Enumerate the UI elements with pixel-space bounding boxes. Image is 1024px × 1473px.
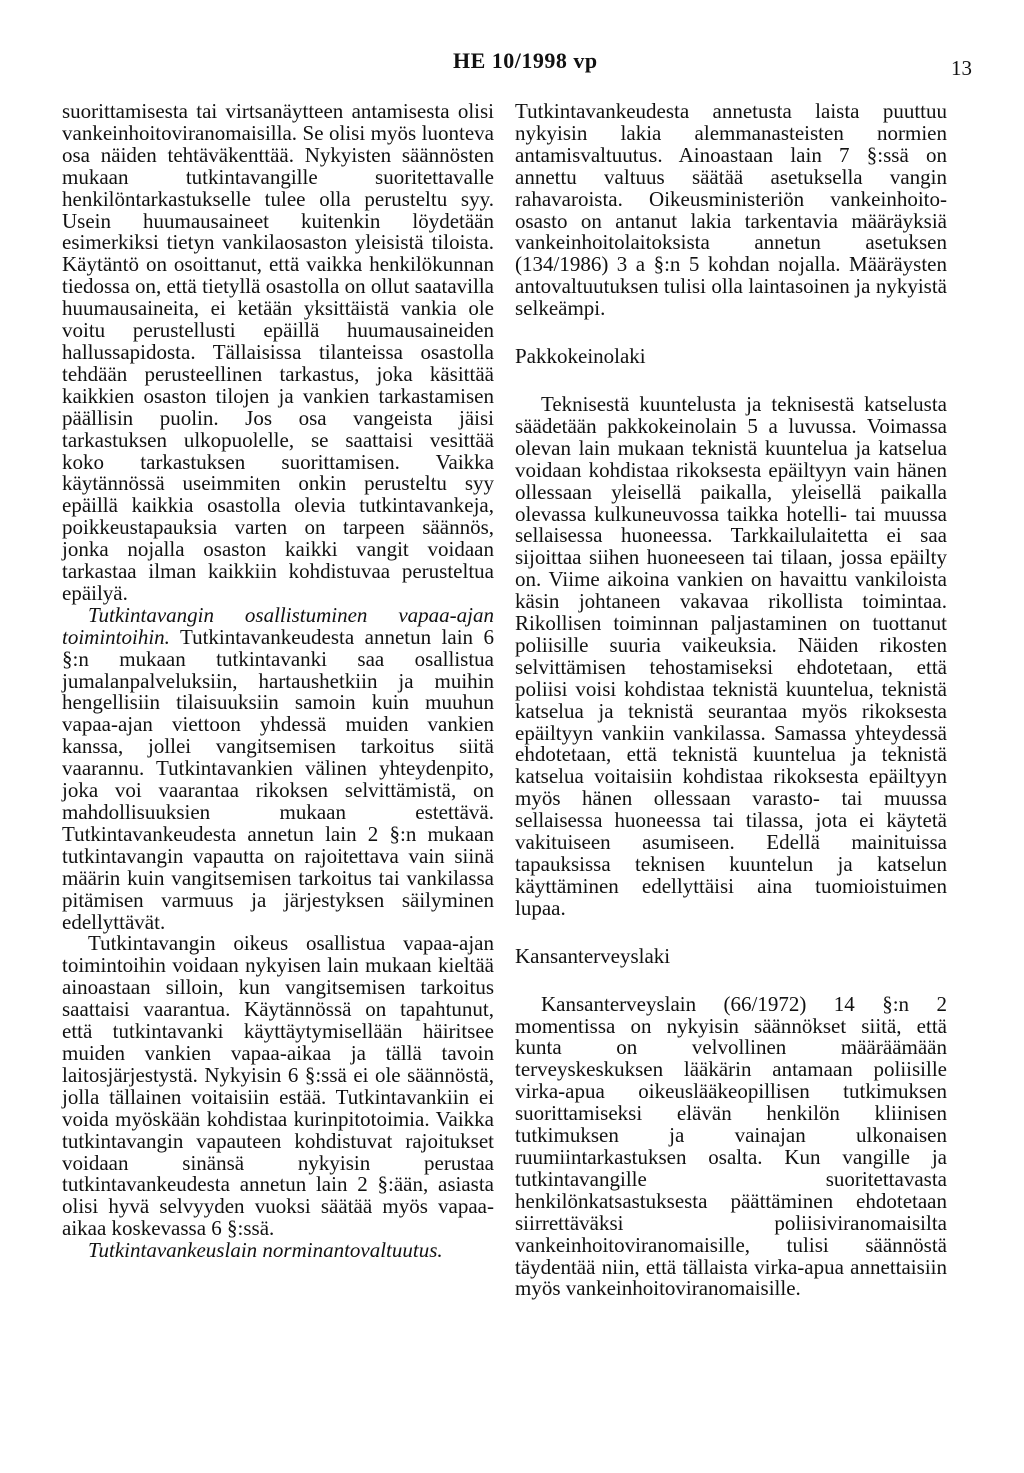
page-header — [0, 48, 1024, 88]
paragraph — [62, 602, 494, 934]
page-number: 13 — [951, 56, 972, 80]
paragraph: Tutkintavangin oikeus osallistua vapaa-ajan toimintoihin voidaan nykyisen lain mukaan kieltää ainoastaan silloin, kun vangitsemisen tarkoitus saattaisi vaarantua. Käytännössä on tapahtunut, että tutkintavanki käyttäytymisellään häiritsee muiden vankien vapaa-aikaa ja tällä tavoin laitosjärjestystä. Nykyisin 6 §:ssä ei ole säännöstä, jolla tällainen voitaisiin estää. Tutkintavankiin ei voida myöskään kohdistaa kurinpitotoimia. Vaikka tutkintavangin vapauteen kohdistuvat rajoitukset voidaan sinänsä nykyisin perustaa tutkintavankeudesta annetun lain 2 §:ään, asiasta olisi hyvä selvyyden vuoksi säätää myös vapaa-aikaa koskevassa 6 §:ssä. — [62, 931, 494, 1241]
run-in-heading: Tutkintavankeuslain norminantovaltuutus. — [88, 1238, 443, 1263]
run-in-heading: Tutkintavangin osallistuminen vapaa-ajan toimintoihin. — [62, 602, 494, 649]
paragraph: suorittamisesta tai virtsanäytteen antamisesta olisi vankeinhoitoviranomaisilla. Se olisi myös luonteva osa näiden tehtäväkenttää. Nykyisten säännösten mukaan tutkintavangille suoritettavalle henkilöntarkastukselle tulee olla perusteltu syy. Usein huumausaineet kuitenkin löydetään esimerkiksi tietyn vankilaosaston yleisistä tiloista. Käytäntö on osoittanut, että vaikka henkilökunnan tiedossa on, että tietyllä osastolla on ollut saatavilla huumausaineita, ei ketään yksittäistä vankia ole voitu perustellusti epäillä huumausaineiden hallussapidosta. Tällaisissa tilanteissa osastolla tehdään perusteellinen tarkastus, joka käsittää kaikkien osaston tilojen ja vankien tarkastamisen päällisin puolin. Jos osa vangeista jäisi tarkastuksen ulkopuolelle, se saattaisi vesittää koko tarkastuksen suorittamisen. Vaikka käytännössä useimmiten onkin perusteltu syy epäillä kaikkia osastolla olevia tutkintavankeja, poikkeustapauksia varten on tarpeen säännös, jonka nojalla osaston kaikki vangit voidaan tarkastaa ilman kaikkiin kohdistuvaa perusteltua epäilyä. — [62, 99, 494, 605]
left-column — [62, 101, 494, 1262]
right-column — [515, 101, 947, 1300]
paragraph: Tutkintavankeudesta annetusta laista puuttuu nykyisin lakia alemmanasteisten normien antamisvaltuutus. Ainoastaan lain 7 §:ssä on annettu valtuus säätää asetuksella vangin rahavaroista. Oikeusministeriön vankeinhoito-osasto on antanut lakia tarkentavia määräyksiä vankeinhoitolaitoksista annetun asetuksen (134/1986) 3 a §:n 5 kohdan nojalla. Määräysten antovaltuutuksen tulisi olla laintasoinen ja nykyistä selkeämpi. — [515, 99, 947, 321]
section-heading: Pakkokeinolaki — [515, 344, 646, 369]
section-heading: Kansanterveyslaki — [515, 943, 671, 968]
document-id: HE 10/1998 vp — [453, 48, 598, 73]
paragraph: Teknisestä kuuntelusta ja teknisestä katselusta säädetään pakkokeinolain 5 a luvussa. Voimassa olevan lain mukaan teknistä kuuntelua ja katselua voidaan kohdistaa rikoksesta epäiltyyn vain hänen ollessaan yleisellä paikalla, yleisellä paikalla olevassa kulkuneuvossa taikka hotelli- tai muussa sellaisessa huoneessa. Tarkkailulaitetta ei saa sijoittaa siihen huoneeseen tai tilaan, jossa epäilty on. Viime aikoina vankien on havaittu vankiloista käsin johtaneen vakavaa rikollista toimintaa. Rikollisen toiminnan paljastaminen on tuottanut poliisille suuria vaikeuksia. Näiden rikosten selvittämisen tehostamiseksi ehdotetaan, että poliisi voisi kohdistaa teknistä kuuntelua, teknistä katselua ja teknistä seurantaa myös rikoksesta epäiltyyn vankiin vankilassa. Samassa yhteydessä ehdotetaan, että teknistä kuuntelua ja teknistä katselua voitaisiin kohdistaa rikoksesta epäiltyyn myös hänen ollessaan varasto- tai muussa sellaisessa huoneessa tai tilassa, jota ei käytetä vakituiseen asumiseen. Edellä mainituissa tapauksissa teknisen kuuntelun ja katselun käyttäminen edellyttäisi aina tuomioistuimen lupaa. — [515, 391, 947, 920]
paragraph: Kansanterveyslain (66/1972) 14 §:n 2 momentissa on nykyisin säännökset siitä, että kunta on velvollinen määräämään terveyskeskuksen lääkärin antamaan poliisille virka-apua oikeuslääkeopillisen tutkimuksen suorittamiseksi elävän henkilön kliinisen tutkimuksen ja vainajan ulkonaisen ruumiintarkastuksen osalta. Kun vangille ja tutkintavangille suoritettavasta henkilönkatsastuksesta päättäminen ehdotetaan siirrettäväksi poliisiviranomaisilta vankeinhoitoviranomaisille, tulisi säännöstä täydentää niin, että tällaista virka-apua annettaisiin myös vankeinhoitoviranomaisille. — [515, 991, 947, 1301]
paragraph-text: Tutkintavankeudesta annetun lain 6 §:n mukaan tutkintavanki saa osallistua jumalanpalveluksiin, hartaushetkiin ja muihin hengellisiin tilaisuuksiin samoin kuin muuhun vapaa-ajan viettoon yhdessä muiden vankien kanssa, jollei vangitsemisen tarkoitus siitä vaarannu. Tutkintavankien välinen yhteydenpito, joka voi vaarantaa rikoksen selvittämistä, on mahdollisuuksien mukaan estettävä. Tutkintavankeudesta annetun lain 2 §:n mukaan tutkintavangin vapautta on rajoitettava vain siinä määrin kuin vangitsemisen tarkoitus tai vankilassa pitämisen varmuus ja järjestyksen säilyminen edellyttävät. — [62, 624, 494, 934]
